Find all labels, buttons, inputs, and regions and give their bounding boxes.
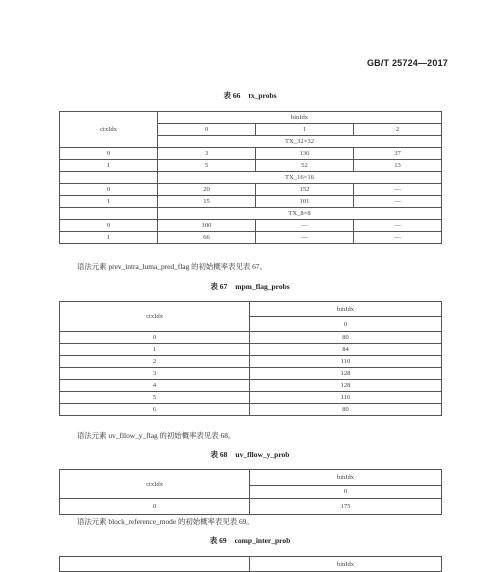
table-row [60, 196, 442, 208]
cell: 80 [250, 404, 442, 416]
cell: 52 [256, 160, 354, 172]
table-68-caption [0, 449, 500, 460]
ctx-header: ctxIdx [60, 302, 250, 332]
table-row [60, 392, 442, 404]
cell: 5 [60, 392, 250, 404]
paragraph-table-68-ref: 语法元素 uv_fllow_y_flag 的初始概率表见表 68。 [77, 431, 236, 440]
cell: 0 [60, 332, 250, 344]
table-66-caption [0, 90, 500, 101]
table-row [60, 356, 442, 368]
cell: 110 [250, 356, 442, 368]
table-row [60, 332, 442, 344]
paragraph-table-69-ref: 语法元素 block_reference_mode 的初始概率表见表 69。 [77, 517, 254, 526]
table-row [60, 344, 442, 356]
cell: 3 [60, 368, 250, 380]
cell: 5 [158, 160, 256, 172]
table-69 [59, 556, 442, 572]
cell: 1 [60, 196, 158, 208]
table-row [60, 148, 442, 160]
cell: 128 [250, 380, 442, 392]
ctx-header [60, 557, 250, 572]
cell: 0 [60, 148, 158, 160]
cell: 175 [250, 499, 442, 515]
cell: 2 [60, 356, 250, 368]
bin-col: 0 [158, 124, 256, 136]
cell: 0 [60, 499, 250, 515]
paragraph-table-67-ref: 语法元素 prev_intra_luma_pred_flag 的初始概率表见表 67。 [77, 262, 267, 271]
cell: 110 [250, 392, 442, 404]
cell: 37 [354, 148, 442, 160]
table-row [60, 160, 442, 172]
table-row [60, 232, 442, 244]
bin-header: binIdx [158, 112, 442, 124]
cell: 0 [60, 220, 158, 232]
caption-title: uv_fllow_y_prob [235, 450, 290, 459]
table-row [60, 368, 442, 380]
cell: 1 [60, 344, 250, 356]
group-label: TX_32×32 [158, 136, 442, 148]
ctx-header: ctxIdx [60, 112, 158, 148]
bin-header: binIdx [250, 470, 442, 486]
cell: 80 [250, 332, 442, 344]
bin-col: 2 [354, 124, 442, 136]
cell: — [354, 232, 442, 244]
cell: — [354, 184, 442, 196]
cell: 128 [250, 368, 442, 380]
table-row [60, 220, 442, 232]
cell: 4 [60, 380, 250, 392]
ctx-header: ctxIdx [60, 470, 250, 499]
table-row [60, 499, 442, 515]
bin-header: binIdx [250, 302, 442, 317]
cell: 84 [250, 344, 442, 356]
bin-col: 0 [250, 317, 442, 332]
cell: 136 [256, 148, 354, 160]
bin-header: binIdx [250, 557, 442, 572]
bin-col: 0 [250, 485, 442, 498]
cell: 15 [158, 196, 256, 208]
cell: 100 [158, 220, 256, 232]
group-label: TX_16×16 [158, 172, 442, 184]
cell: 3 [158, 148, 256, 160]
cell: — [256, 220, 354, 232]
cell: 101 [256, 196, 354, 208]
cell: 13 [354, 160, 442, 172]
table-68 [59, 469, 442, 515]
standard-code: GB/T 25724—2017 [366, 58, 448, 68]
cell: 66 [158, 232, 256, 244]
caption-title: tx_probs [248, 91, 277, 100]
cell: 1 [60, 232, 158, 244]
table-row [60, 404, 442, 416]
caption-title: mpm_flag_probs [235, 282, 290, 291]
caption-number: 表 69 [209, 536, 227, 545]
cell: 152 [256, 184, 354, 196]
cell: 20 [158, 184, 256, 196]
cell: — [354, 220, 442, 232]
cell: 0 [60, 184, 158, 196]
cell: 6 [60, 404, 250, 416]
table-69-caption [0, 535, 500, 546]
table-67-caption [0, 281, 500, 292]
caption-number: 表 68 [210, 450, 228, 459]
table-66 [59, 111, 442, 244]
table-row [60, 380, 442, 392]
group-label: TX_8×8 [158, 208, 442, 220]
cell: — [354, 196, 442, 208]
caption-title: comp_inter_prob [234, 536, 291, 545]
bin-col: 1 [256, 124, 354, 136]
cell: — [256, 232, 354, 244]
caption-number: 表 67 [210, 282, 228, 291]
table-row [60, 184, 442, 196]
table-67 [59, 301, 442, 416]
caption-number: 表 66 [223, 91, 241, 100]
cell: 1 [60, 160, 158, 172]
